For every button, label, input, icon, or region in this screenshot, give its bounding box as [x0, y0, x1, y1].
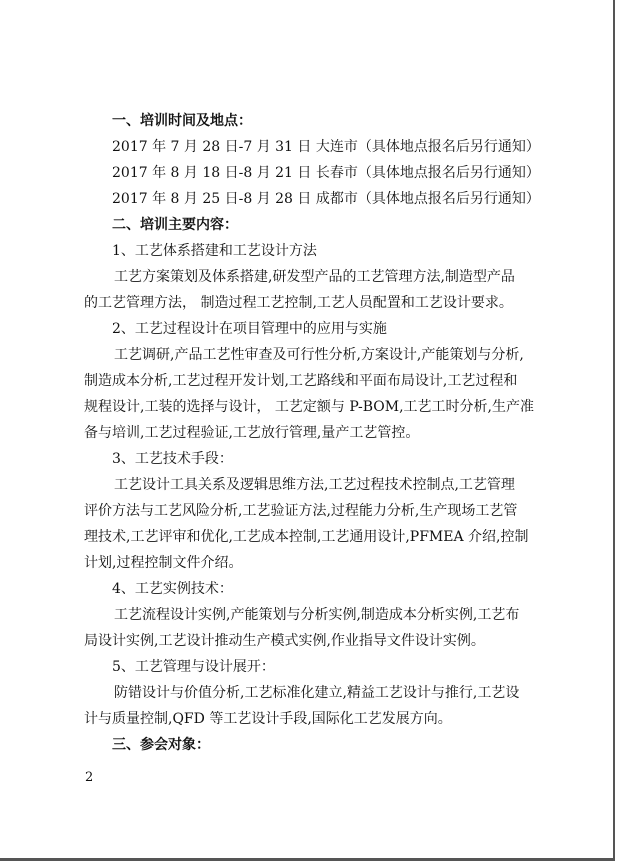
paragraph-line: 评价方法与工艺风险分析,工艺验证方法,过程能力分析,生产现场工艺管 — [84, 503, 518, 519]
paragraph-line: 理技术,工艺评审和优化,工艺成本控制,工艺通用设计,PFMEA 介绍,控制 — [84, 529, 529, 545]
paragraph-line: 工艺方案策划及体系搭建,研发型产品的工艺管理方法,制造型产品 — [114, 269, 515, 285]
section-heading-main-content: 二、培训主要内容： — [112, 217, 238, 233]
subsection-heading-2: 2、工艺过程设计在项目管理中的应用与实施 — [112, 321, 387, 337]
subsection-heading-4: 4、工艺实例技术： — [112, 581, 233, 597]
paragraph-line: 局设计实例,工艺设计推动生产模式实例,作业指导文件设计实例。 — [84, 633, 485, 649]
paragraph-line: 计与质量控制,QFD 等工艺设计手段,国际化工艺发展方向。 — [84, 711, 452, 727]
paragraph-line: 计划,过程控制文件介绍。 — [84, 555, 243, 571]
schedule-line-dalian: 2017 年 7 月 28 日-7 月 31 日 大连市（具体地点报名后另行通知） — [112, 139, 540, 155]
document-body — [84, 108, 554, 758]
paragraph-line: 的工艺管理方法， 制造过程工艺控制,工艺人员配置和工艺设计要求。 — [84, 295, 513, 311]
paragraph-line: 工艺流程设计实例,产能策划与分析实例,制造成本分析实例,工艺布 — [114, 607, 520, 623]
subsection-heading-3: 3、工艺技术手段： — [112, 451, 233, 467]
subsection-heading-5: 5、工艺管理与设计展开： — [112, 659, 275, 675]
paragraph-line: 规程设计,工装的选择与设计， 工艺定额与 P-BOM,工艺工时分析,生产准 — [84, 399, 534, 415]
schedule-line-chengdu: 2017 年 8 月 25 日-8 月 28 日 成都市（具体地点报名后另行通知） — [112, 191, 540, 207]
paragraph-line: 工艺调研,产品工艺性审查及可行性分析,方案设计,产能策划与分析, — [114, 347, 524, 363]
paragraph-line: 制造成本分析,工艺过程开发计划,工艺路线和平面布局设计,工艺过程和 — [84, 373, 518, 389]
paragraph-line: 工艺设计工具关系及逻辑思维方法,工艺过程技术控制点,工艺管理 — [114, 477, 515, 493]
paragraph-line: 防错设计与价值分析,工艺标准化建立,精益工艺设计与推行,工艺设 — [114, 685, 520, 701]
schedule-line-changchun: 2017 年 8 月 18 日-8 月 21 日 长春市（具体地点报名后另行通知） — [112, 165, 540, 181]
subsection-heading-1: 1、工艺体系搭建和工艺设计方法 — [112, 243, 317, 259]
section-heading-training-time-location: 一、培训时间及地点： — [112, 113, 252, 129]
page-number: 2 — [85, 770, 94, 785]
paragraph-line: 备与培训,工艺过程验证,工艺放行管理,量产工艺管控。 — [84, 425, 420, 441]
section-heading-participants: 三、参会对象： — [112, 737, 210, 753]
